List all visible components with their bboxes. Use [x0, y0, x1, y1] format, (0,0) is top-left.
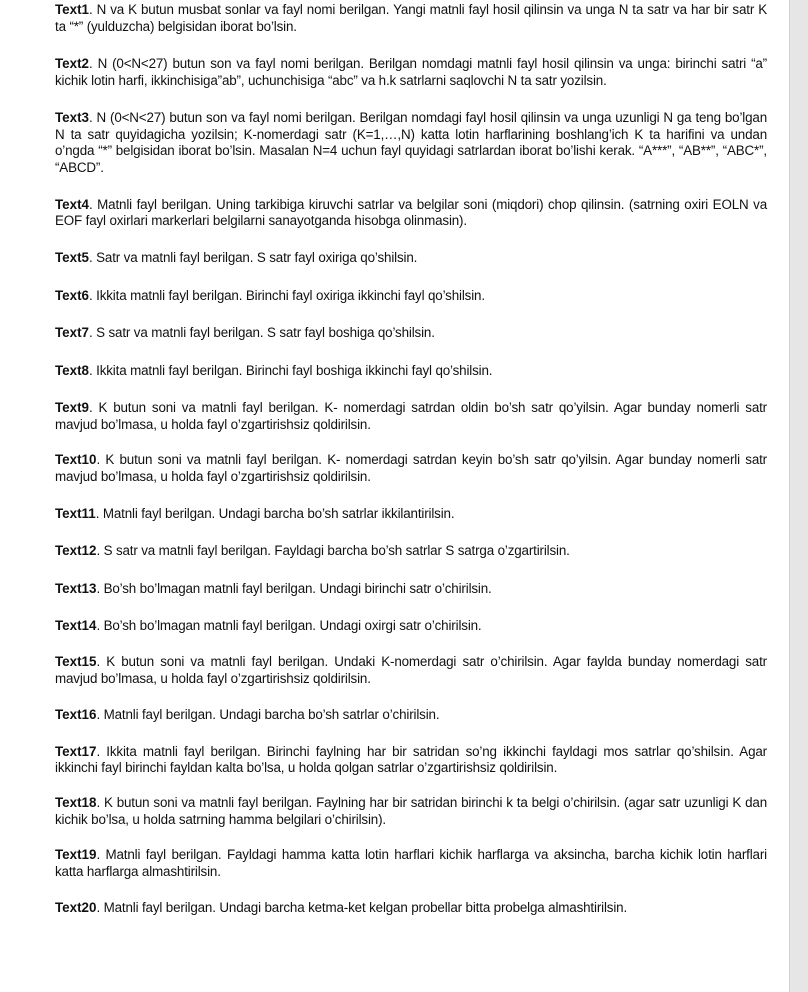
- task-description: Matnli fayl berilgan. Undagi barcha ketma-ket kelgan probellar bitta probelga almashtirilsin.: [100, 899, 628, 915]
- task-text3: Text3. N (0<N<27) butun son va fayl nomi berilgan. Berilgan nomdagi fayl hosil qilinsin va unga uzunligi N ga teng bo’lgan N ta satr quyidagicha yozilsin; K-nomerdagi satr (K=1,…,N) katta lotin harflarining boshlang’ich K ta harifini va undan o’ngda “*” belgisidan iborat bo’lsin. Masalan N=4 uchun fayl quyidagi satrlardan iborat bo’lishi kerak. “A***”, “AB**”, “ABC*”, “ABCD”.: [55, 109, 767, 175]
- task-number: Text16: [55, 706, 97, 722]
- task-description: Matnli fayl berilgan. Undagi barcha bo’sh satrlar o’chirilsin.: [100, 706, 440, 722]
- task-text10: Text10. K butun soni va matnli fayl berilgan. K- nomerdagi satrdan keyin bo’sh satr qo’yilsin. Agar bunday nomerli satr mavjud bo’lmasa, u holda fayl o’zgartirishsiz qoldirilsin.: [55, 452, 767, 484]
- task-number: Text19: [55, 847, 97, 863]
- task-description: S satr va matnli fayl berilgan. S satr fayl boshiga qo’shilsin.: [92, 325, 435, 341]
- task-text11: Text11. Matnli fayl berilgan. Undagi barcha bo’sh satrlar ikkilantirilsin.: [55, 505, 455, 521]
- task-number: Text8: [55, 363, 89, 379]
- task-text6: Text6. Ikkita matnli fayl berilgan. Birinchi fayl oxiriga ikkinchi fayl qo’shilsin.: [55, 287, 485, 303]
- task-text4: Text4. Matnli fayl berilgan. Uning tarkibiga kiruvchi satrlar va belgilar soni (miqdori) chop qilinsin. (satrning oxiri EOLN va EOF fayl oxirlari markerlari belgilarni sanayotganda hisobga olinmasin).: [55, 196, 767, 229]
- task-description: Satr va matnli fayl berilgan. S satr fayl oxiriga qo’shilsin.: [92, 250, 418, 266]
- task-text19: Text19. Matnli fayl berilgan. Fayldagi hamma katta lotin harflari kichik harflarga va aksincha, barcha kichik lotin harflari katta harflarga almashtirilsin.: [55, 847, 767, 880]
- task-number: Text20: [55, 899, 97, 915]
- task-description: Ikkita matnli fayl berilgan. Birinchi fayl oxiriga ikkinchi fayl qo’shilsin.: [92, 287, 485, 303]
- task-number: Text1: [55, 2, 89, 17]
- task-number: Text11: [55, 505, 96, 521]
- task-text7: Text7. S satr va matnli fayl berilgan. S satr fayl boshiga qo’shilsin.: [55, 325, 435, 341]
- task-description: Bo’sh bo’lmagan matnli fayl berilgan. Undagi oxirgi satr o’chirilsin.: [100, 617, 482, 633]
- task-number: Text13: [55, 581, 97, 597]
- page-edge: [789, 0, 808, 992]
- task-text9: Text9. K butun soni va matnli fayl berilgan. K- nomerdagi satrdan oldin bo’sh satr qo’yilsin. Agar bunday nomerli satr mavjud bo’lmasa, u holda fayl o’zgartirishsiz qoldirilsin.: [55, 399, 767, 432]
- task-text15: Text15. K butun soni va matnli fayl berilgan. Undaki K-nomerdagi satr o’chirilsin. Agar faylda bunday nomerdagi satr mavjud bo’lmasa, u holda fayl o’zgartirishsiz qoldirilsin.: [55, 654, 767, 687]
- task-number: Text6: [55, 287, 89, 303]
- task-description: Matnli fayl berilgan. Uning tarkibiga kiruvchi satrlar va belgilar soni (miqdori) chop qilinsin. (satrning oxiri EOLN va EOF fayl oxirlari markerlari belgilarni sanayotganda hisobga olinmasin).: [55, 196, 767, 229]
- task-description: Matnli fayl berilgan. Undagi barcha bo’sh satrlar ikkilantirilsin.: [99, 505, 455, 521]
- task-number: Text5: [55, 250, 89, 266]
- task-description: Ikkita matnli fayl berilgan. Birinchi faylning har bir satridan so’ng ikkinchi fayldagi mos satrlar qo’shilsin. Agar ikkinchi fayl birinchi fayldan kalta bo’lsa, u holda qolgan satrlar o’zgartirishsiz qoldirilsin.: [55, 743, 767, 776]
- task-description: K butun soni va matnli fayl berilgan. Faylning har bir satridan birinchi k ta belgi o’chirilsin. (agar satr uzunligi K dan kichik bo’lsa, u holda satrning hamma belgilari o’chirilsin).: [55, 794, 767, 827]
- task-number: Text2: [55, 56, 89, 72]
- task-description: K butun soni va matnli fayl berilgan. K- nomerdagi satrdan keyin bo’sh satr qo’yilsin. Agar bunday nomerli satr mavjud bo’lmasa, u holda fayl o’zgartirishsiz qoldirilsin.: [55, 452, 767, 484]
- task-text1: Text1. N va K butun musbat sonlar va fayl nomi berilgan. Yangi matnli fayl hosil qilinsin va unga N ta satr va har bir satr K ta “*” (yulduzcha) belgisidan iborat bo’lsin.: [55, 2, 767, 34]
- task-description: Bo’sh bo’lmagan matnli fayl berilgan. Undagi birinchi satr o’chirilsin.: [100, 581, 492, 597]
- task-description: N (0<N<27) butun son va fayl nomi berilgan. Berilgan nomdagi matnli fayl hosil qilinsin va unga: birinchi satri “a” kichik lotin harfi, ikkinchisiga”ab”, uchunchisiga “abc” va h.k satrlarni saqlovchi N ta satr yozilsin.: [55, 56, 767, 89]
- task-number: Text3: [55, 109, 89, 125]
- task-description: S satr va matnli fayl berilgan. Fayldagi barcha bo’sh satrlar S satrga o’zgartirilsin.: [100, 543, 570, 559]
- task-number: Text4: [55, 196, 89, 212]
- task-text5: Text5. Satr va matnli fayl berilgan. S satr fayl oxiriga qo’shilsin.: [55, 250, 418, 266]
- task-description: K butun soni va matnli fayl berilgan. K- nomerdagi satrdan oldin bo’sh satr qo’yilsin. Agar bunday nomerli satr mavjud bo’lmasa, u holda fayl o’zgartirishsiz qoldirilsin.: [55, 399, 767, 432]
- task-text14: Text14. Bo’sh bo’lmagan matnli fayl berilgan. Undagi oxirgi satr o’chirilsin.: [55, 617, 482, 633]
- task-description: Matnli fayl berilgan. Fayldagi hamma katta lotin harflari kichik harflarga va aksincha, barcha kichik lotin harflari katta harflarga almashtirilsin.: [55, 847, 767, 880]
- task-description: N (0<N<27) butun son va fayl nomi berilgan. Berilgan nomdagi fayl hosil qilinsin va unga uzunligi N ga teng bo’lgan N ta satr quyidagicha yozilsin; K-nomerdagi satr (K=1,…,N) katta lotin harflarining boshlang’ich K ta harifini va undan o’ngda “*” belgisidan iborat bo’lsin. Masalan N=4 uchun fayl quyidagi satrlardan iborat bo’lishi kerak. “A***”, “AB**”, “ABC*”, “ABCD”.: [55, 109, 767, 175]
- task-number: Text10: [55, 452, 97, 468]
- task-text16: Text16. Matnli fayl berilgan. Undagi barcha bo’sh satrlar o’chirilsin.: [55, 706, 440, 722]
- task-number: Text15: [55, 654, 97, 670]
- task-number: Text12: [55, 543, 97, 559]
- task-text17: Text17. Ikkita matnli fayl berilgan. Birinchi faylning har bir satridan so’ng ikkinchi fayldagi mos satrlar qo’shilsin. Agar ikkinchi fayl birinchi fayldan kalta bo’lsa, u holda qolgan satrlar o’zgartirishsiz qoldirilsin.: [55, 743, 767, 776]
- task-text8: Text8. Ikkita matnli fayl berilgan. Birinchi fayl boshiga ikkinchi fayl qo’shilsin.: [55, 363, 493, 379]
- task-description: N va K butun musbat sonlar va fayl nomi berilgan. Yangi matnli fayl hosil qilinsin va unga N ta satr va har bir satr K ta “*” (yulduzcha) belgisidan iborat bo’lsin.: [55, 2, 767, 34]
- task-text2: Text2. N (0<N<27) butun son va fayl nomi berilgan. Berilgan nomdagi matnli fayl hosil qilinsin va unga: birinchi satri “a” kichik lotin harfi, ikkinchisiga”ab”, uchunchisiga “abc” va h.k satrlarni saqlovchi N ta satr yozilsin.: [55, 56, 767, 89]
- task-text20: Text20. Matnli fayl berilgan. Undagi barcha ketma-ket kelgan probellar bitta probelga almashtirilsin.: [55, 899, 628, 915]
- task-description: Ikkita matnli fayl berilgan. Birinchi fayl boshiga ikkinchi fayl qo’shilsin.: [92, 363, 493, 379]
- task-number: Text18: [55, 794, 97, 810]
- task-number: Text7: [55, 325, 89, 341]
- task-number: Text9: [55, 399, 89, 415]
- task-description: K butun soni va matnli fayl berilgan. Undaki K-nomerdagi satr o’chirilsin. Agar faylda bunday nomerdagi satr mavjud bo’lmasa, u holda fayl o’zgartirishsiz qoldirilsin.: [55, 654, 767, 687]
- task-number: Text14: [55, 617, 97, 633]
- task-text12: Text12. S satr va matnli fayl berilgan. Fayldagi barcha bo’sh satrlar S satrga o’zgartirilsin.: [55, 543, 570, 559]
- task-text18: Text18. K butun soni va matnli fayl berilgan. Faylning har bir satridan birinchi k ta belgi o’chirilsin. (agar satr uzunligi K dan kichik bo’lsa, u holda satrning hamma belgilari o’chirilsin).: [55, 794, 767, 827]
- task-number: Text17: [55, 743, 97, 759]
- task-text13: Text13. Bo’sh bo’lmagan matnli fayl berilgan. Undagi birinchi satr o’chirilsin.: [55, 581, 492, 597]
